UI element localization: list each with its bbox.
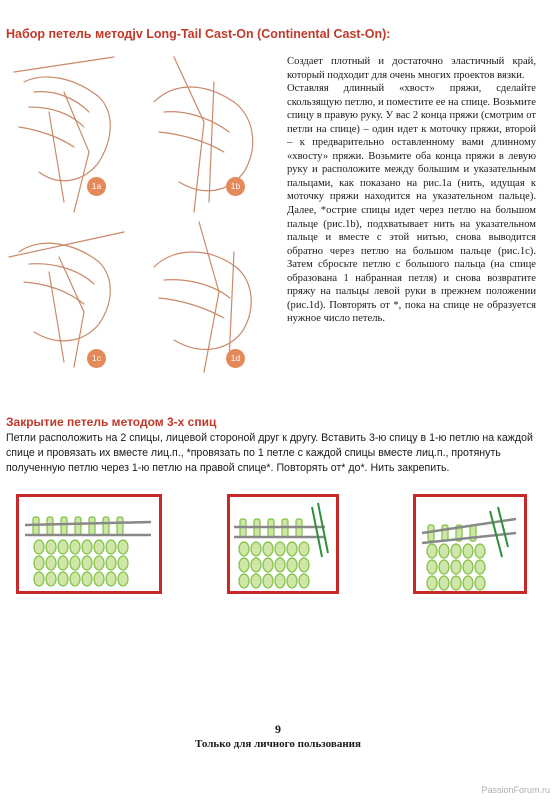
section-heading-bind-off: Закрытие петель методом 3-х спиц: [6, 415, 217, 429]
knit-stitches-drawing: [416, 497, 524, 591]
footer-note: Только для личного пользования: [195, 738, 361, 750]
figure-caption-1b: 1b: [226, 177, 245, 196]
bind-off-diagram-3: [413, 494, 527, 594]
figure-caption-1a: 1a: [87, 177, 106, 196]
paragraph-instructions: Оставляя длинный «хвост» пряжи, сделайте скользящую петлю, и поместите ее на спице. Возьмите спицу в правую руку. У вас 2 конца пряжи (смотрим от петли на спице) – один идет к моточку пряжи, второй – к предварительно оставленному вами длинному «хвосту» пряжи. Возьмите оба конца пряжи в левую руку и расположите между большим и указательным пальцами, как показано на рис.1а (нить, идущая к моточку пряжи находится на указательном пальце). Далее, *острие спицы идет через петлю на большом пальце (рис.1b), подхватывает нить на указательном пальце и вместе с этой нитью, снова выводится обратно через петлю на большом пальце (рис.1c). Затем сбросьте петлю с большого пальца (на спице образована 1 набранная петля) и снова возвратите пряжу на пальцы левой руки в прежнем положении (рис.1d). Повторять от *, пока на спице не образуется нужное число петель.: [287, 83, 536, 325]
bind-off-diagram-2: [227, 494, 339, 594]
bind-off-description: [6, 431, 542, 476]
cast-on-illustrations: [4, 52, 274, 377]
figure-caption-1c: 1c: [87, 349, 106, 368]
hands-drawing: [4, 52, 274, 377]
knit-stitches-drawing: [19, 497, 159, 591]
figure-caption-1d: 1d: [226, 349, 245, 368]
section-heading-cast-on: Набор петель методjv Long-Tail Cast-On (Continental Cast-On):: [6, 27, 391, 41]
paragraph-bind-off: Петли расположить на 2 спицы, лицевой стороной друг к другу. Вставить 3-ю спицу в 1-ю петлю на каждой спице и провязать их вместе лиц.п., *провязать по 1 петле с каждой спицы вместе лиц.п., протянуть полученную петлю через 1-ю петлю на правой спице*. Повторять от* до*. Нить закрепить.: [6, 432, 533, 474]
watermark: PassionForum.ru: [481, 785, 550, 795]
page-number: 9: [275, 722, 281, 736]
knit-stitches-drawing: [230, 497, 336, 591]
bind-off-diagram-1: [16, 494, 162, 594]
cast-on-description: [287, 55, 536, 326]
paragraph-intro: Создает плотный и достаточно эластичный край, который подходит для очень многих проектов вязки.: [287, 56, 536, 81]
